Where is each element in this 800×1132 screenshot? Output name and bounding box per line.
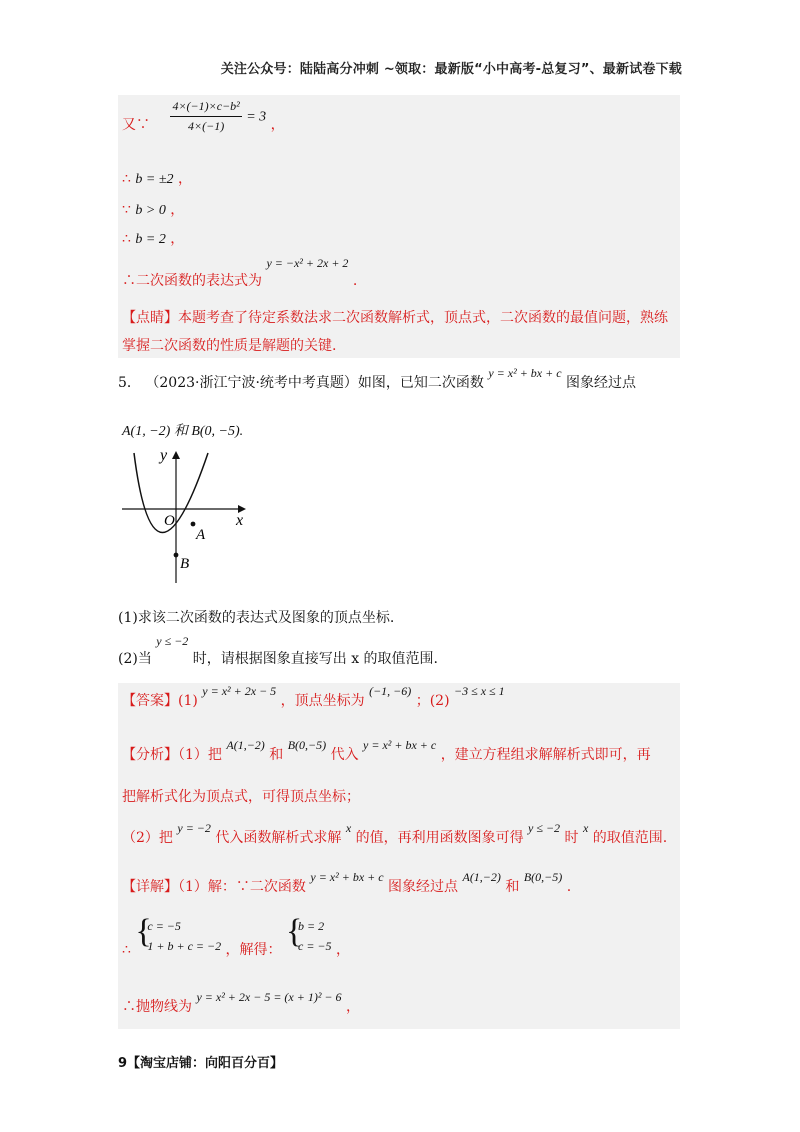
analysis-line-1 <box>122 738 651 764</box>
comma: ， <box>335 942 350 958</box>
formula-line-5 <box>122 256 358 289</box>
q2-suffix: 时，请根据图象直接写出 x 的取值范围. <box>192 651 439 667</box>
passes-text: 图象经过点 <box>388 879 459 895</box>
brace-icon: { <box>135 913 152 950</box>
therefore-symbol: ∴ <box>122 171 131 187</box>
question-function: y = x² + bx + c <box>488 366 562 380</box>
point-a-coord: A(1,−2) <box>462 870 501 884</box>
because-symbol: ∵ <box>122 202 131 218</box>
function-formula: y = x² + bx + c <box>310 870 384 884</box>
point-b-label: B <box>180 556 190 572</box>
answer-equation: y = x² + 2x − 5 <box>202 684 277 698</box>
b-result: b = 2 <box>135 232 166 247</box>
analysis-text-2: ，建立方程组求解解析式即可，再 <box>440 747 651 763</box>
point-b-coord: B(0,−5) <box>523 870 563 884</box>
x-axis-label: x <box>236 512 244 529</box>
fraction <box>170 99 241 134</box>
analysis-line-3 <box>122 821 668 847</box>
question-part-2 <box>118 634 439 667</box>
period: . <box>352 273 358 289</box>
parabola-vertex-form: y = x² + 2x − 5 = (x + 1)² − 6 <box>196 990 342 1004</box>
analysis-tag: 【分析】 <box>122 747 178 763</box>
comma: ， <box>177 171 192 187</box>
equals-three: = 3 <box>246 109 267 125</box>
page-footer: 9【淘宝店铺：向阳百分百】 <box>118 1056 284 1071</box>
detail-text: （1）解：∵二次函数 <box>178 879 306 895</box>
answer-block <box>118 683 680 1029</box>
part-2-text: 代入函数解析式求解 <box>215 830 342 846</box>
q2-prefix: (2)当 <box>118 651 152 667</box>
vertex-text: ，顶点坐标为 <box>280 693 365 709</box>
vertex-value: (−1, −6) <box>369 684 412 698</box>
expression-formula: y = −x² + 2x + 2 <box>266 256 349 270</box>
b-value: b = ±2 <box>135 172 174 187</box>
detail-system-line <box>122 913 350 958</box>
comma: ， <box>270 116 285 133</box>
y-condition: y ≤ −2 <box>528 821 561 835</box>
key-point-comment: 【点睛】本题考查了待定系数法求二次函数解析式，顶点式，二次函数的最值问题，熟练掌握二次函数的性质是解题的关键. <box>122 310 668 354</box>
detail-line-1 <box>122 870 572 896</box>
because-symbol: 又∵ <box>122 116 150 133</box>
point-b-coord: B(0,−5) <box>287 738 327 752</box>
x-variable: x <box>345 821 352 835</box>
solution-b: b = 2 <box>298 919 325 933</box>
answer-line <box>122 684 505 710</box>
question-5-points <box>122 420 243 440</box>
parabola-text: ∴抛物线为 <box>122 999 192 1015</box>
x-variable: x <box>582 821 589 835</box>
point-a-label: A <box>196 527 206 543</box>
analysis-line-2: 把解析式化为顶点式，可得顶点坐标； <box>122 789 360 805</box>
and-text: 和 <box>505 879 520 895</box>
therefore-symbol: ∴ <box>122 942 131 958</box>
function-formula: y = x² + bx + c <box>363 738 437 752</box>
solve-text: ，解得： <box>225 942 282 958</box>
q2-condition: y ≤ −2 <box>156 634 189 648</box>
answer-range: −3 ≤ x ≤ 1 <box>454 684 505 698</box>
answer-part-2: ；(2) <box>415 693 450 709</box>
parabola-graph <box>118 447 268 587</box>
question-number: 5． <box>118 375 141 391</box>
question-5-line-1 <box>118 366 637 392</box>
y-equals-minus-2: y = −2 <box>177 821 211 835</box>
expression-text: ∴二次函数的表达式为 <box>122 273 262 289</box>
brace-icon: { <box>286 913 303 950</box>
part-2-text-2: 的值，再利用函数图象可得 <box>355 830 524 846</box>
formula-line-1 <box>122 99 285 134</box>
fraction-denominator: 4×(−1) <box>188 119 225 133</box>
point-b <box>174 553 179 558</box>
part-2-end: 的取值范围. <box>592 830 668 846</box>
points-a-b: A(1, −2) 和 B(0, −5). <box>122 424 244 439</box>
substitute-text: 代入 <box>330 747 359 763</box>
comma: ， <box>345 999 360 1015</box>
detail-parabola-line <box>122 990 360 1016</box>
fraction-numerator: 4×(−1)×c−b² <box>170 99 241 117</box>
system-eq-2: 1 + b + c = −2 <box>147 939 222 953</box>
y-axis-label: y <box>160 447 168 464</box>
answer-part-1: (1) <box>178 693 198 709</box>
answer-tag: 【答案】 <box>122 693 178 709</box>
and-text: 和 <box>269 747 284 763</box>
period: . <box>566 879 572 895</box>
detail-tag: 【详解】 <box>122 879 178 895</box>
formula-line-3 <box>122 199 184 219</box>
formula-line-4 <box>122 228 184 248</box>
formula-line-2 <box>122 168 192 188</box>
solution-c: c = −5 <box>298 939 332 953</box>
comma: ， <box>170 202 185 218</box>
analysis-text: （1）把 <box>178 747 222 763</box>
point-a <box>191 522 196 527</box>
question-part-1: (1)求该二次函数的表达式及图象的顶点坐标. <box>118 610 395 626</box>
point-a-coord: A(1,−2) <box>226 738 265 752</box>
question-source: （2023·浙江宁波·统考中考真题）如图，已知二次函数 <box>145 375 484 391</box>
solution-system <box>286 913 332 956</box>
b-condition: b > 0 <box>135 203 166 218</box>
when-text: 时 <box>564 830 579 846</box>
page-header: 关注公众号：陆陆高分冲刺 ~领取：最新版“小中高考-总复习”、最新试卷下载 <box>220 62 682 77</box>
origin-label: O <box>164 513 175 529</box>
comma: ， <box>170 231 185 247</box>
therefore-symbol: ∴ <box>122 231 131 247</box>
y-axis-arrow-icon <box>172 451 180 459</box>
equation-system <box>135 913 222 956</box>
part-2-prefix: （2）把 <box>122 830 173 846</box>
question-tail: 图象经过点 <box>566 375 637 391</box>
system-eq-1: c = −5 <box>147 919 181 933</box>
